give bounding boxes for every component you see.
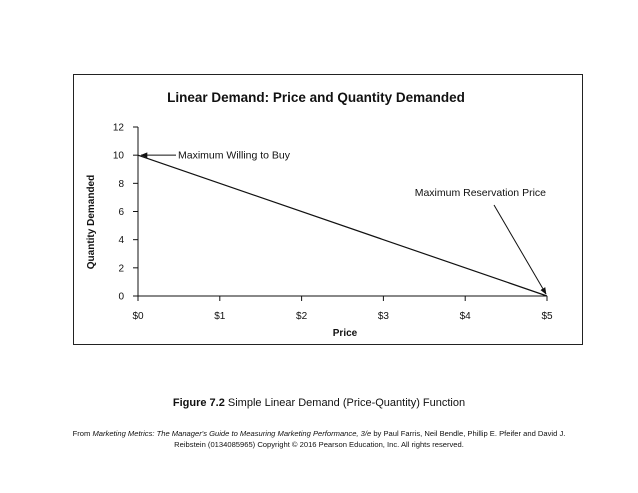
y-tick-label: 0 bbox=[118, 291, 124, 303]
source-line1-rest: by Paul Farris, Neil Bendle, Phillip E. Pfeifer and David J. bbox=[371, 429, 566, 438]
y-tick-label: 10 bbox=[112, 150, 124, 162]
y-tick-label: 4 bbox=[118, 235, 124, 247]
chart-frame bbox=[73, 74, 583, 345]
annotation-max-willing: Maximum Willing to Buy bbox=[178, 149, 291, 162]
chart-marks bbox=[138, 155, 547, 296]
chart-annotations bbox=[141, 150, 546, 294]
demand-line bbox=[138, 155, 547, 296]
x-tick-label: $5 bbox=[541, 311, 553, 322]
x-tick-label: $3 bbox=[377, 311, 389, 322]
x-axis-label: Price bbox=[332, 328, 358, 339]
y-tick-label: 2 bbox=[118, 263, 124, 275]
chart-plot bbox=[74, 75, 584, 346]
y-axis-label: Quantity Demanded bbox=[86, 174, 97, 270]
source-book-title: Marketing Metrics: The Manager's Guide to Measuring Marketing Performance, 3/e bbox=[92, 429, 372, 438]
source-line2: Reibstein (0134085965) Copyright © 2016 Pearson Education, Inc. All rights reserved. bbox=[174, 440, 464, 449]
y-tick-label: 8 bbox=[118, 178, 124, 190]
x-tick-label: $4 bbox=[459, 311, 471, 322]
figure-number: Figure 7.2 bbox=[172, 397, 225, 409]
figure-caption bbox=[0, 397, 638, 409]
source-prefix: From bbox=[72, 429, 93, 438]
annotation-max-reservation: Maximum Reservation Price bbox=[414, 187, 546, 199]
x-tick-label: $0 bbox=[132, 311, 144, 322]
source-note bbox=[0, 428, 638, 450]
chart-title: Linear Demand: Price and Quantity Demanded bbox=[167, 90, 465, 105]
y-tick-label: 6 bbox=[118, 207, 124, 218]
y-tick-label: 12 bbox=[112, 122, 124, 134]
x-tick-label: $2 bbox=[296, 311, 308, 322]
figure-caption-text: Simple Linear Demand (Price-Quantity) Function bbox=[227, 397, 466, 409]
x-tick-label: $1 bbox=[214, 311, 226, 322]
